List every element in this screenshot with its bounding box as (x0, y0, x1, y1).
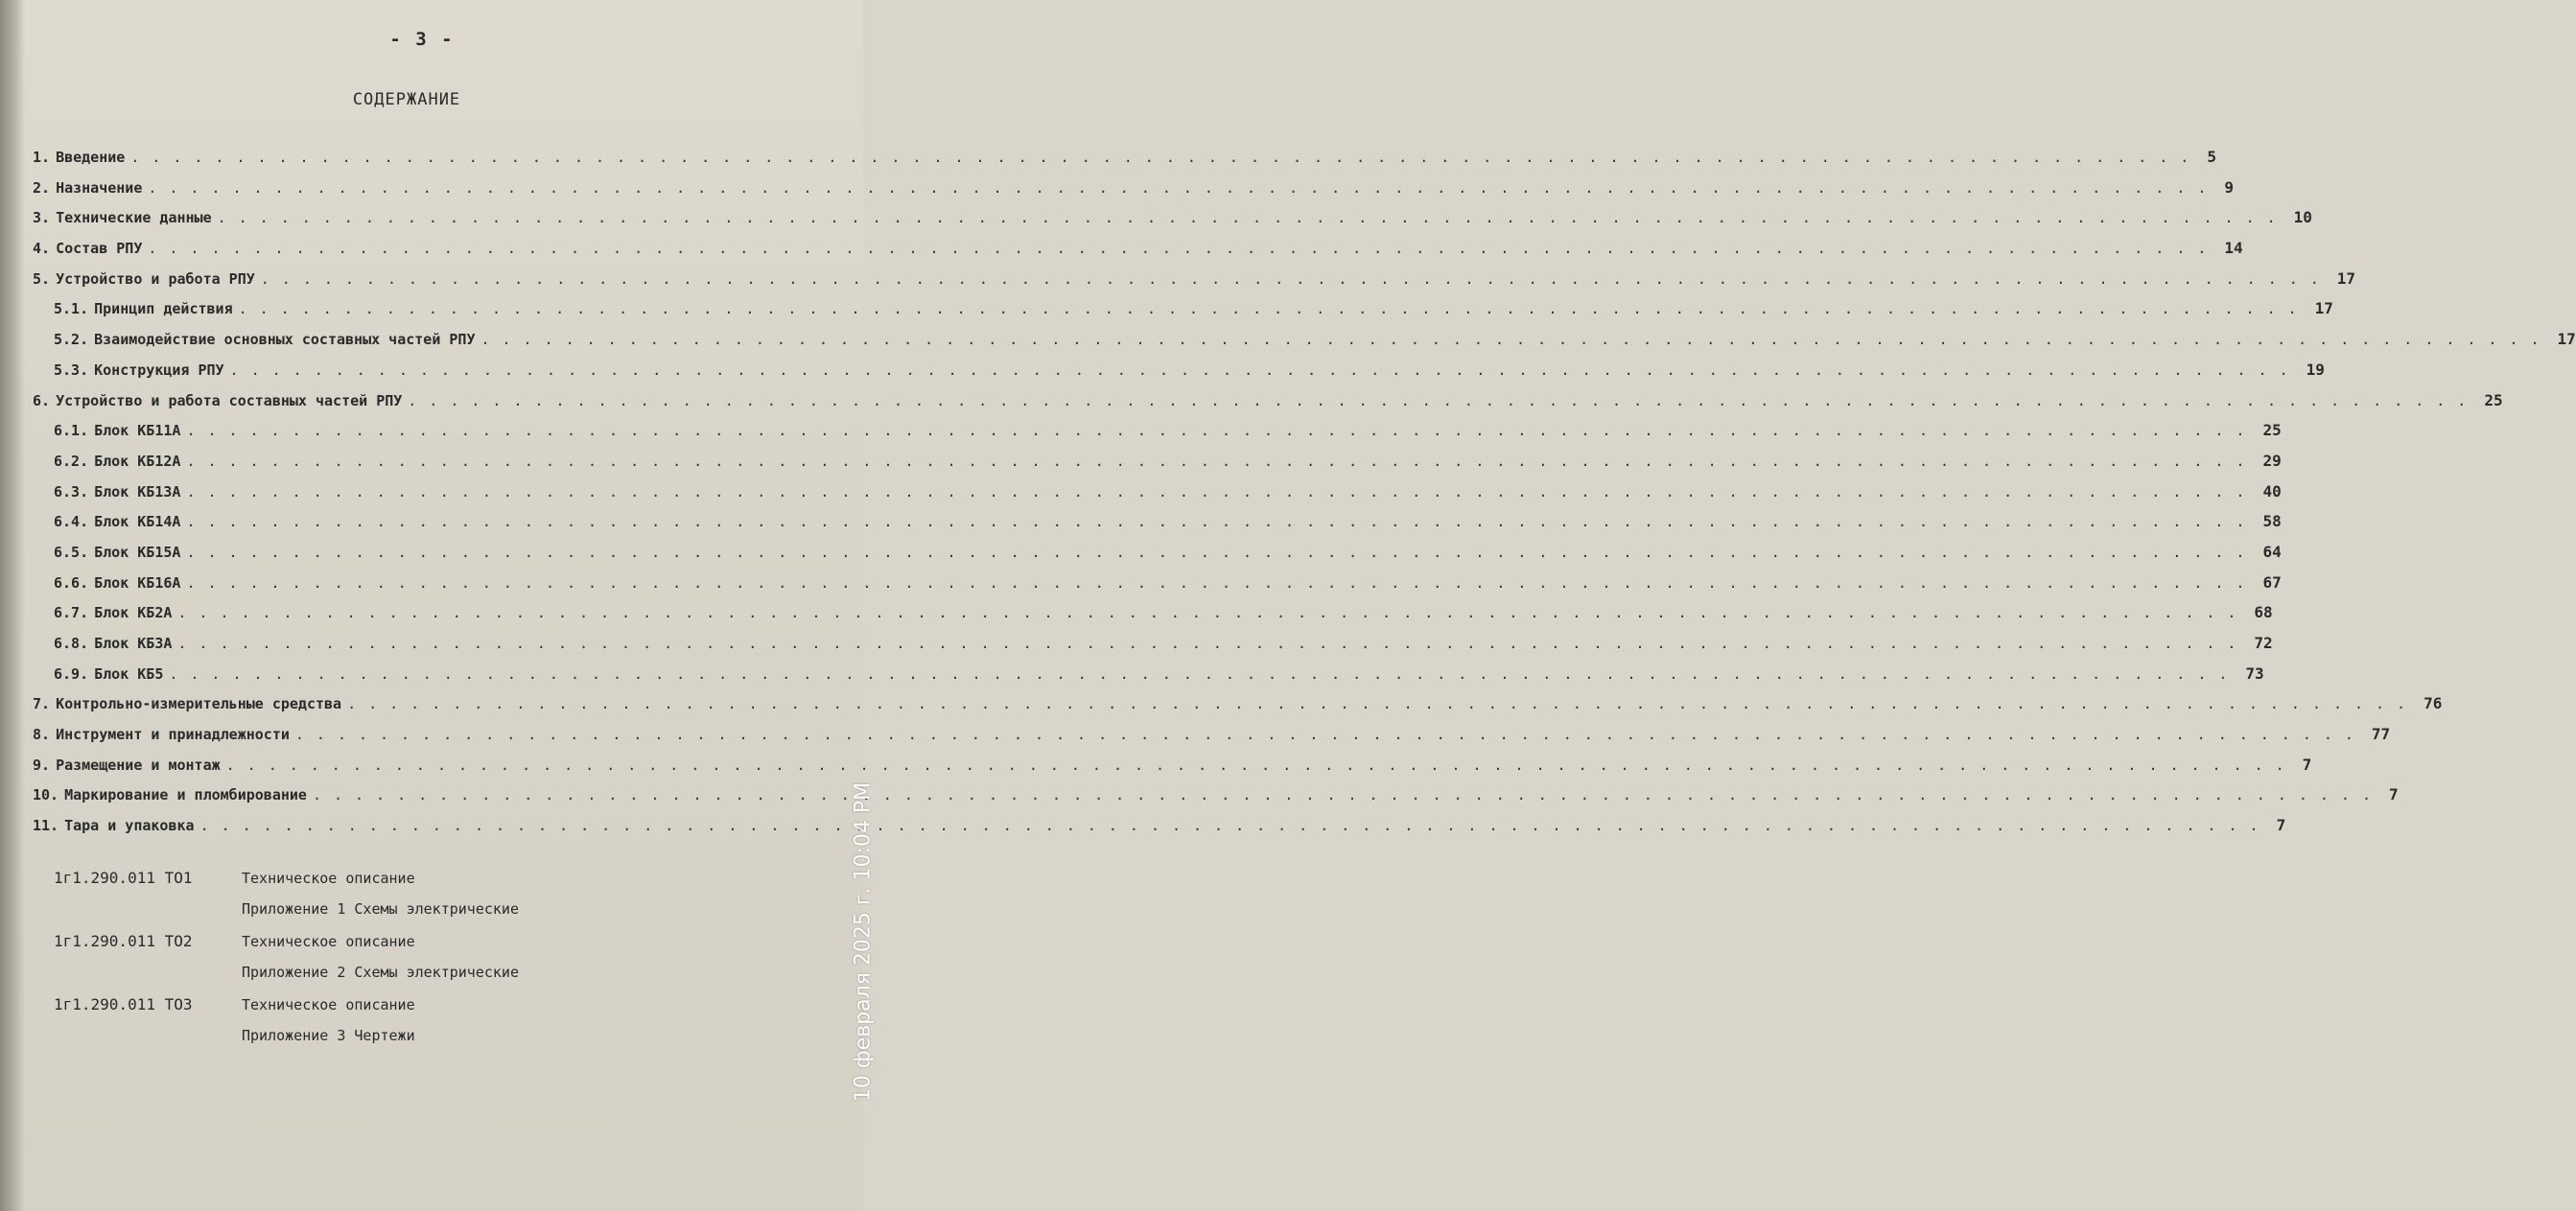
toc-entry-number: 5.1. (54, 300, 89, 318)
toc-leader-dots: .................................................................................................. (294, 726, 2366, 744)
toc-entry (33, 755, 2312, 786)
toc-entry-number: 5.2. (54, 331, 89, 349)
toc-leader-dots: .................................................................................................. (130, 149, 2202, 166)
photo-timestamp: 10 февраля 2025 г. 10:04 PM (851, 781, 876, 1103)
toc-leader-dots: .................................................................................................. (186, 513, 2258, 531)
toc-leader-dots: .................................................................................................. (148, 178, 2219, 197)
toc-entry-title: Взаимодействие основных составных частей РПУ (94, 331, 476, 349)
toc-leader-dots: .................................................................................................. (148, 240, 2219, 258)
toc-entry-page: 19 (2306, 360, 2325, 379)
toc-entry (33, 148, 2216, 178)
toc-leader-dots: .................................................................................................. (225, 756, 2297, 774)
toc-entry-page: 17 (2557, 330, 2576, 349)
toc-entry-page: 17 (2314, 299, 2333, 318)
toc-entry-title: Блок КБ2А (94, 604, 173, 622)
toc-entry-page: 64 (2262, 542, 2282, 561)
toc-entry (33, 603, 2273, 634)
toc-entry-page: 67 (2262, 572, 2282, 592)
document-description: Техническое описание (242, 996, 415, 1013)
toc-entry (33, 542, 2282, 573)
toc-leader-dots: .................................................................................................. (260, 269, 2331, 288)
toc-entry-title: Состав РПУ (56, 240, 143, 258)
toc-entry-number: 6. (33, 391, 51, 409)
toc-leader-dots: .................................................................................................. (186, 482, 2258, 501)
document-entry (54, 1027, 725, 1059)
toc-entry-title: Блок КБ12А (94, 452, 181, 470)
toc-entry (33, 572, 2282, 604)
toc-leader-dots: .................................................................................................. (186, 422, 2258, 440)
toc-entry-number: 1. (33, 149, 51, 166)
toc-entry (33, 481, 2282, 513)
toc-entry-title: Конструкция РПУ (94, 361, 224, 379)
toc-entry (33, 634, 2273, 664)
document-entry (54, 869, 725, 900)
toc-entry (33, 664, 2264, 695)
toc-entry-number: 9. (33, 756, 51, 774)
toc-entry-title: Блок КБ5 (94, 664, 164, 683)
toc-leader-dots: .................................................................................................. (347, 695, 2419, 713)
toc-entry-number: 6.3. (54, 482, 89, 501)
document-description: Приложение 3 Чертежи (242, 1027, 415, 1044)
toc-leader-dots: .................................................................................................. (312, 786, 2383, 804)
toc-entry-page: 25 (2484, 390, 2503, 409)
toc-entry (33, 694, 2443, 725)
toc-entry (33, 785, 2399, 816)
toc-entry-page: 76 (2424, 694, 2443, 713)
document-description: Приложение 2 Схемы электрические (242, 964, 519, 981)
toc-entry-number: 11. (33, 817, 59, 835)
toc-leader-dots: .................................................................................................. (177, 604, 2249, 622)
toc-entry-page: 68 (2254, 603, 2273, 622)
document-entry (54, 964, 725, 995)
toc-entry (33, 208, 2312, 239)
toc-entry-number: 5.3. (54, 361, 89, 379)
toc-entry-page: 17 (2336, 268, 2356, 288)
toc-entry-title: Блок КБ16А (94, 573, 181, 592)
toc-entry-title: Устройство и работа РПУ (56, 269, 255, 288)
toc-entry-page: 5 (2207, 148, 2216, 166)
document-list (54, 869, 725, 1059)
toc-entry-page: 9 (2224, 177, 2235, 197)
toc-entry-page: 14 (2224, 239, 2243, 258)
toc-entry (33, 816, 2286, 847)
toc-entry (33, 390, 2503, 422)
toc-entry-title: Блок КБ14А (94, 513, 181, 531)
toc-leader-dots: .................................................................................................. (408, 391, 2479, 409)
toc-leader-dots: .................................................................................................. (480, 331, 2552, 349)
toc-entry-title: Блок КБ15А (94, 543, 181, 561)
page-title: СОДЕРЖАНИЕ (352, 90, 461, 109)
toc-entry-number: 4. (33, 240, 51, 258)
toc-entry (33, 512, 2282, 543)
toc-entry-page: 7 (2388, 785, 2399, 804)
toc-entry-page: 29 (2262, 451, 2282, 470)
toc-entry-page: 25 (2262, 421, 2282, 440)
toc-entry-number: 8. (33, 726, 51, 744)
toc-entry-title: Введение (56, 149, 126, 166)
toc-entry-page: 72 (2254, 634, 2273, 652)
toc-entry (33, 451, 2282, 482)
document-code: 1г1.290.011 ТОЗ (54, 995, 193, 1013)
toc-entry-title: Блок КБЗА (94, 635, 173, 652)
document-entry (54, 900, 725, 932)
toc-leader-dots: .................................................................................................. (186, 452, 2258, 470)
toc-entry-number: 6.8. (54, 635, 89, 652)
toc-entry-number: 6.6. (54, 573, 89, 592)
document-description: Техническое описание (242, 933, 415, 950)
toc-entry-title: Технические данные (56, 209, 212, 227)
toc-entry (33, 360, 2325, 391)
toc-entry-number: 6.9. (54, 664, 89, 683)
toc-entry-title: Блок КБ13А (94, 482, 181, 501)
toc-entry-number: 5. (33, 269, 51, 288)
toc-entry-page: 7 (2276, 816, 2286, 835)
toc-entry-page: 58 (2262, 512, 2282, 531)
toc-leader-dots: .................................................................................................. (229, 361, 2301, 379)
toc-entry-number: 3. (33, 209, 51, 227)
document-entry (54, 932, 725, 964)
toc-leader-dots: .................................................................................................. (177, 635, 2249, 652)
toc-entry-number: 6.7. (54, 604, 89, 622)
toc-entry-title: Блок КБ11А (94, 422, 181, 440)
toc-entry (33, 299, 2333, 330)
toc-entry (33, 725, 2391, 756)
toc-entry (33, 239, 2243, 269)
document-code: 1г1.290.011 ТО2 (54, 932, 193, 950)
toc-entry-title: Контрольно-измерительные средства (56, 695, 342, 713)
toc-entry-page: 77 (2371, 725, 2391, 744)
toc-entry-number: 6.5. (54, 543, 89, 561)
toc-entry (33, 421, 2282, 452)
toc-entry-title: Устройство и работа составных частей РПУ (56, 391, 403, 409)
toc-entry-page: 73 (2245, 664, 2264, 683)
toc-leader-dots: .................................................................................................. (199, 817, 2271, 835)
toc-leader-dots: .................................................................................................. (169, 664, 2240, 683)
toc-entry-title: Инструмент и принадлежности (56, 726, 290, 744)
toc-entry-page: 40 (2262, 481, 2282, 501)
toc-entry-page: 10 (2293, 208, 2312, 227)
toc-entry-page: 7 (2302, 755, 2312, 774)
document-description: Приложение 1 Схемы электрические (242, 900, 519, 918)
toc-entry-number: 6.1. (54, 422, 89, 440)
toc-entry (33, 330, 2576, 361)
toc-entry-title: Тара и упаковка (64, 817, 195, 835)
toc-entry-title: Размещение и монтаж (56, 756, 221, 774)
toc-leader-dots: .................................................................................................. (238, 300, 2309, 318)
toc-entry (33, 268, 2356, 300)
page-number: - 3 - (389, 29, 455, 50)
toc-leader-dots: .................................................................................................. (186, 543, 2258, 561)
toc-entry-title: Принцип действия (94, 300, 233, 318)
toc-entry-number: 10. (33, 786, 59, 804)
document-code: 1г1.290.011 ТО1 (54, 869, 193, 887)
toc-entry-title: Маркирование и пломбирование (64, 786, 307, 804)
document-description: Техническое описание (242, 870, 415, 887)
document-entry (54, 995, 725, 1027)
toc-entry-number: 6.2. (54, 452, 89, 470)
toc-entry-number: 6.4. (54, 513, 89, 531)
toc-entry-title: Назначение (56, 178, 143, 197)
toc-entry (33, 177, 2235, 209)
toc-entry-number: 7. (33, 695, 51, 713)
toc-leader-dots: .................................................................................................. (217, 209, 2288, 227)
toc-entry-number: 2. (33, 178, 51, 197)
toc-leader-dots: .................................................................................................. (186, 573, 2258, 592)
table-of-contents (33, 148, 2576, 847)
